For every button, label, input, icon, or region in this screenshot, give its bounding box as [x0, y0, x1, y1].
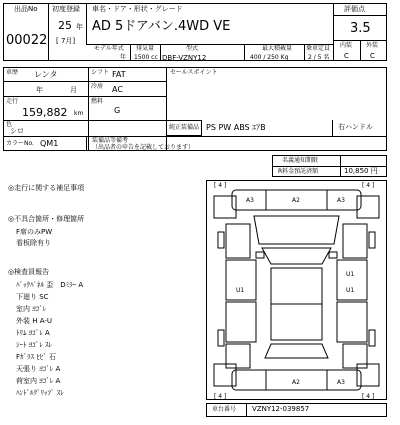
divider — [3, 81, 166, 82]
divider — [246, 403, 247, 417]
right-front-door — [337, 260, 367, 300]
wheel-outline — [369, 330, 375, 346]
type-label: 型式 — [186, 45, 199, 52]
wheel-outline — [218, 232, 224, 248]
mileage-unit: km — [74, 110, 84, 117]
wheel-outline — [218, 330, 224, 346]
sales-point-label: セールスポイント — [170, 69, 218, 76]
color-label: 色 — [6, 121, 13, 128]
inspection-line: 室内 ﾖｺﾞﾚ — [16, 305, 47, 313]
remark-sub: （出品者の申告を記載しております） — [92, 144, 195, 151]
exterior-grade: C — [370, 52, 375, 60]
notice-deadline-label: 名義通知期限 — [282, 157, 319, 164]
shift-value: FAT — [112, 70, 126, 79]
left-front-fender — [226, 224, 250, 258]
max-load-value: 400 / 250 Kg — [250, 54, 289, 61]
divider — [166, 67, 167, 151]
divider — [340, 155, 341, 177]
bonnet-outline — [254, 216, 339, 244]
model-year-unit: 年 — [120, 54, 127, 61]
recycle-fee-amount: 10,850 円 — [344, 167, 378, 175]
damage-mark: A2 — [292, 379, 300, 386]
corner-marker-bottom-left: [ 4 ] — [214, 393, 227, 400]
score-label: 評価点 — [344, 5, 365, 13]
right-front-fender — [343, 224, 367, 258]
damage-mark: U1 — [346, 287, 355, 294]
car-name-label: 車名・ドア・形状・グレード — [92, 5, 183, 13]
damage-mark: A2 — [292, 197, 300, 204]
chassis-number: VZNY12-039857 — [252, 405, 310, 413]
windshield-outline — [262, 248, 331, 264]
inspection-line: ﾊﾝﾄﾞﾙｸﾞﾘｯﾌﾟ ｽﾚ — [16, 389, 64, 397]
type-value: DBF-VZNY12 — [162, 54, 207, 62]
divider — [3, 120, 166, 121]
mileage-value: 159,882 — [22, 106, 68, 119]
divider — [130, 44, 131, 61]
capacity-value: 2 / 5 名 — [308, 54, 330, 61]
first-reg-year-unit: 年 — [76, 23, 83, 31]
rear-left-corner — [214, 364, 236, 386]
right-mirror-outline — [329, 252, 337, 258]
fuel-label: 燃料 — [91, 98, 104, 105]
inspection-line: 下廻り SC — [16, 293, 49, 301]
score-value: 3.5 — [350, 21, 371, 36]
inspection-line: ﾄﾘﾑ ﾖｺﾞﾚ A — [16, 329, 50, 337]
interior-label: 内装 — [340, 42, 353, 49]
exterior-label: 外装 — [366, 42, 379, 49]
mileage-label: 走行 — [6, 98, 19, 105]
divider — [48, 3, 49, 61]
divider — [86, 3, 87, 45]
defect-line: 看板除有り — [16, 239, 51, 247]
lot-label: 出品No — [14, 5, 38, 13]
damage-mark: A3 — [337, 197, 345, 204]
color-code-label: カラーNo. — [6, 140, 34, 147]
divider — [333, 3, 334, 61]
damage-mark: U1 — [236, 287, 245, 294]
inspection-line: ﾊﾞｯｸﾊﾟﾈﾙ 歪 Dﾐﾗｰ A — [16, 281, 84, 289]
wheel-outline — [369, 232, 375, 248]
first-reg-year: 25 — [58, 19, 72, 32]
fuel-value: G — [114, 106, 121, 115]
damage-mark: A3 — [337, 379, 345, 386]
front-right-corner — [357, 196, 379, 218]
damage-mark: A3 — [246, 197, 254, 204]
left-rear-door — [226, 302, 256, 342]
inspection-line: 外装 H A-U — [16, 317, 52, 325]
inspection-line: 荷室内 ﾖｺﾞﾚ A — [16, 377, 61, 385]
inspection-month: 月 — [70, 86, 77, 94]
divider — [333, 15, 387, 16]
car-model-name: AD 5ドアバン.4WD VE — [92, 19, 231, 34]
defect-line: F席のみPW — [16, 228, 53, 236]
aircon-label: 冷房 — [91, 83, 104, 90]
usage-value: レンタ — [34, 70, 58, 79]
options-value: PS PW ABS ｴｱB — [206, 123, 266, 132]
max-load-label: 最大積載量 — [262, 45, 293, 52]
divider — [304, 44, 305, 61]
displacement-value: 1500 cc — [134, 54, 158, 61]
first-reg-month: [ 7月] — [56, 37, 76, 45]
first-reg-label: 初度登録 — [52, 5, 80, 13]
driving-notes-title: ◎走行に関する補足事項 — [8, 184, 85, 192]
shift-label: シフト — [91, 69, 110, 76]
divider — [88, 67, 89, 151]
inspection-line: 天張り ﾖｺﾞﾚ A — [16, 365, 61, 373]
capacity-label: 乗車定員 — [306, 45, 331, 52]
divider — [3, 96, 166, 97]
chassis-label: 車台番号 — [212, 406, 237, 413]
front-left-corner — [214, 196, 236, 218]
color-code-value: QM1 — [40, 139, 59, 148]
corner-marker-bottom-right: [ 4 ] — [362, 393, 375, 400]
corner-marker-top-right: [ 4 ] — [362, 182, 375, 189]
divider — [244, 44, 245, 61]
aircon-value: AC — [112, 85, 123, 94]
right-rear-door — [337, 302, 367, 342]
inspection-title: ◎検査員報告 — [8, 268, 50, 276]
inspection-year: 年 — [36, 86, 43, 94]
rear-window-outline — [265, 344, 328, 358]
lot-number: 00022 — [6, 33, 48, 48]
displacement-label: 排気量 — [136, 45, 155, 52]
car-diagram — [206, 180, 387, 400]
rear-right-corner — [357, 364, 379, 386]
divider — [160, 44, 161, 61]
defect-title: ◎不具合箇所・修理箇所 — [8, 215, 85, 223]
model-year-label: モデル年式 — [94, 45, 124, 52]
remark-header: 装備品等備考 — [92, 137, 129, 144]
corner-marker-top-left: [ 4 ] — [214, 182, 227, 189]
damage-mark: U1 — [346, 271, 355, 278]
color-value: シロ — [10, 127, 24, 135]
left-mirror-outline — [256, 252, 264, 258]
inspection-line: ｼｰﾄ ﾖｺﾞﾚ ｽﾚ — [16, 341, 52, 349]
usage-label: 車歴 — [6, 69, 19, 76]
divider — [332, 120, 333, 136]
left-front-door — [226, 260, 256, 300]
inspection-line: Fｶﾞﾗｽ ﾋﾋﾞ 石 — [16, 353, 56, 361]
recycle-fee-label: R料金預託済額 — [278, 168, 319, 175]
divider — [360, 40, 361, 61]
handle-position: 右ハンドル — [338, 123, 373, 131]
options-label: 純正装備品 — [169, 124, 200, 131]
interior-grade: C — [344, 52, 349, 60]
